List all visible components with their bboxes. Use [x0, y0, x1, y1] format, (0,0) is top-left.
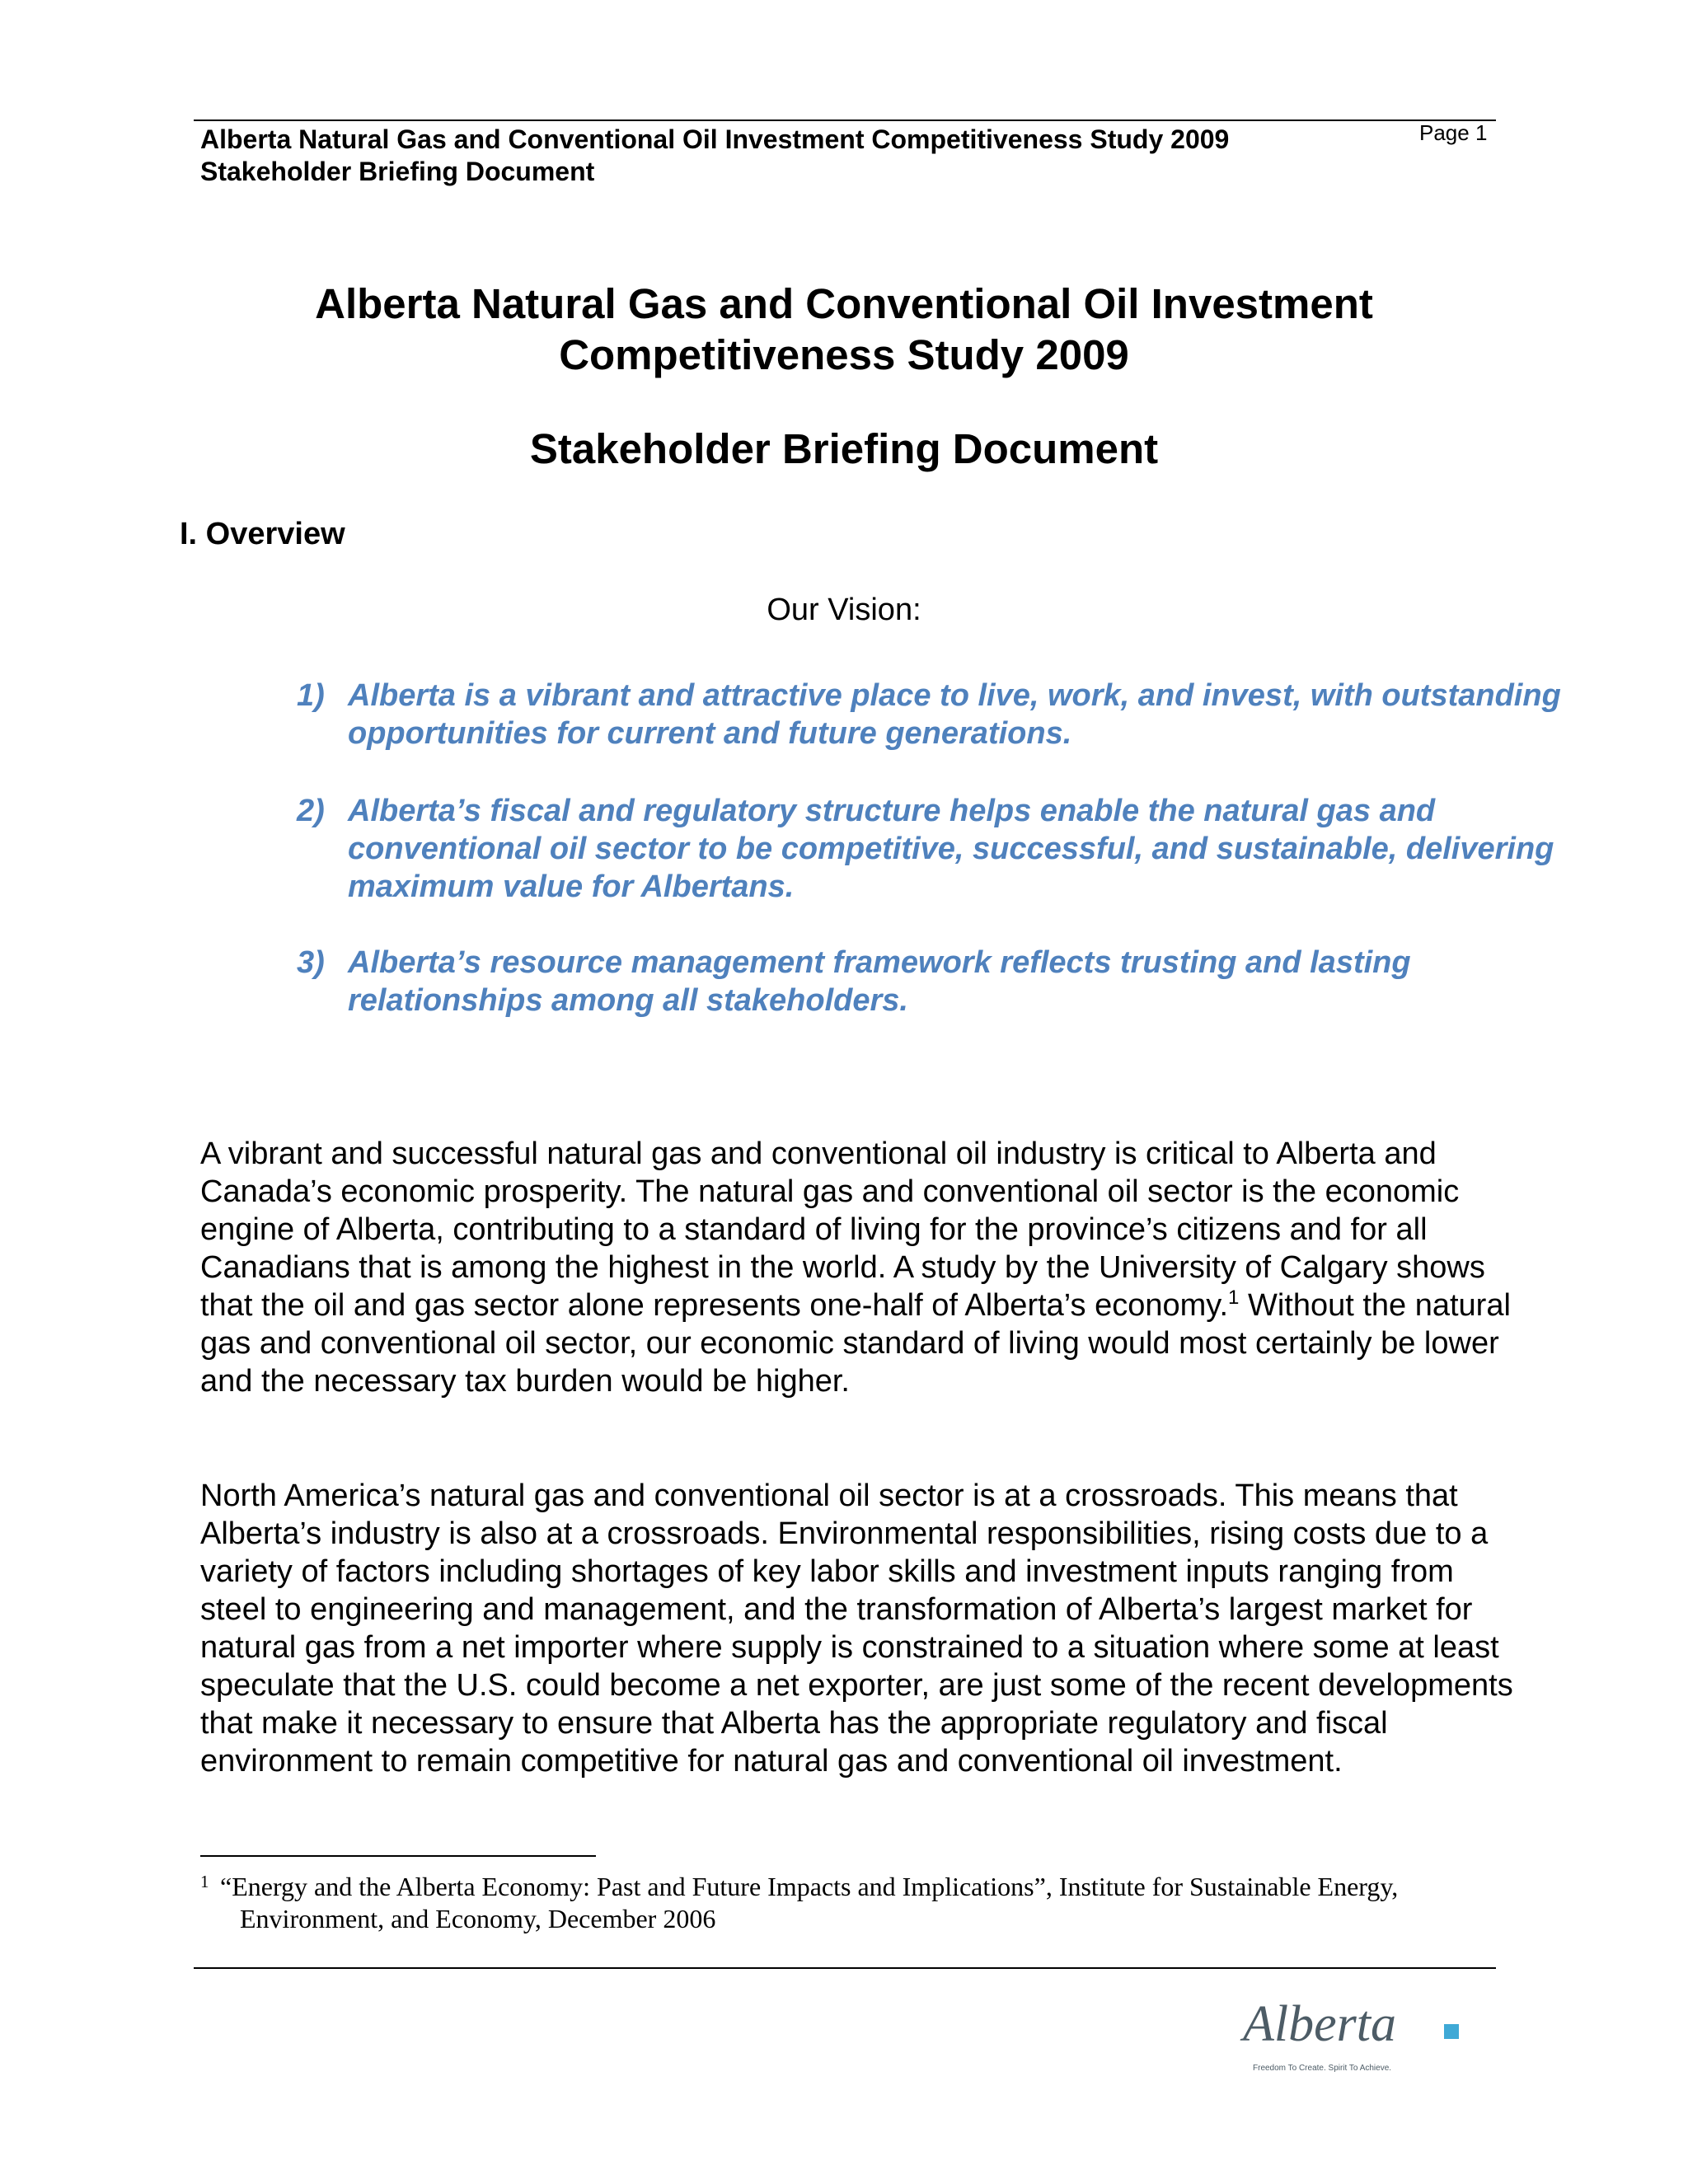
alberta-logo-wordmark: Alberta [1243, 1996, 1396, 2052]
vision-item-number: 1) [297, 678, 325, 713]
footnote-reference[interactable]: 1 [1228, 1286, 1240, 1309]
footnote-text [220, 1871, 1503, 1935]
vision-item-text: Alberta’s resource management framework reflects trusting and lasting relationships among all stakeholders. [348, 945, 1411, 1018]
vision-item-number: 2) [297, 794, 325, 828]
document-title-line-1: Alberta Natural Gas and Conventional Oil Investment [315, 280, 1373, 327]
footnote-line-2: Environment, and Economy, December 2006 [240, 1904, 716, 1933]
footnote-mark: 1 [200, 1872, 209, 1891]
body-paragraph-text: Without the natural gas and conventional oil sector, our economic standard of living would most certainly be lower and the necessary tax burden would be higher. [200, 1288, 1511, 1399]
vision-label: Our Vision: [767, 593, 921, 627]
page-number: Page 1 [1419, 120, 1488, 145]
running-header-title: Alberta Natural Gas and Conventional Oil Investment Competitiveness Study 2009 [200, 124, 1230, 154]
body-paragraph: North America’s natural gas and conventional oil sector is at a crossroads. This means that Alberta’s industry is also at a crossroads. Environmental responsibilities, rising costs due to a variety of factors including shortages of key labor skills and investment inputs ranging from steel to engineering and management, and the transformation of Alberta’s largest market for natural gas from a net importer where supply is constrained to a situation where some at least speculate that the U.S. could become a net exporter, are just some of the recent developments that make it necessary to ensure that Alberta has the appropriate regulatory and fiscal environment to remain competitive for natural gas and conventional oil investment. [200, 1479, 1513, 1779]
document-title [0, 279, 1688, 381]
vision-item-number: 3) [297, 945, 325, 980]
vision-item-text: Alberta’s fiscal and regulatory structure helps enable the natural gas and conventional oil sector to be competitive, successful, and sustainable, delivering maximum value for Albertans. [348, 794, 1554, 904]
footer-rule [194, 1967, 1496, 1969]
document-subtitle: Stakeholder Briefing Document [529, 425, 1159, 472]
footnote-line-1: “Energy and the Alberta Economy: Past and Future Impacts and Implications”, Institute for Sustainable Energy, [220, 1872, 1399, 1901]
alberta-logo-tagline: Freedom To Create. Spirit To Achieve. [1253, 2064, 1392, 2073]
body-paragraph [200, 1135, 1519, 1400]
section-heading: I. Overview [180, 517, 345, 551]
footnote-separator [200, 1855, 596, 1857]
header-rule [194, 120, 1496, 121]
document-title-line-2: Competitiveness Study 2009 [559, 331, 1129, 378]
running-header-subtitle: Stakeholder Briefing Document [200, 157, 595, 186]
alberta-logo-square [1444, 2024, 1459, 2039]
alberta-logo [1236, 1981, 1484, 2080]
vision-item-text: Alberta is a vibrant and attractive place to live, work, and invest, with outstanding opportunities for current and future generations. [348, 678, 1561, 751]
body-paragraph-text: A vibrant and successful natural gas and conventional oil industry is critical to Alberta and Canada’s economic prosperity. The natural gas and conventional oil sector is the economic engine of Alberta, contributing to a standard of living for the province’s citizens and for all Canadians that is among the highest in the world. A study by the University of Calgary shows that the oil and gas sector alone represents one-half of Alberta’s economy. [200, 1137, 1485, 1323]
